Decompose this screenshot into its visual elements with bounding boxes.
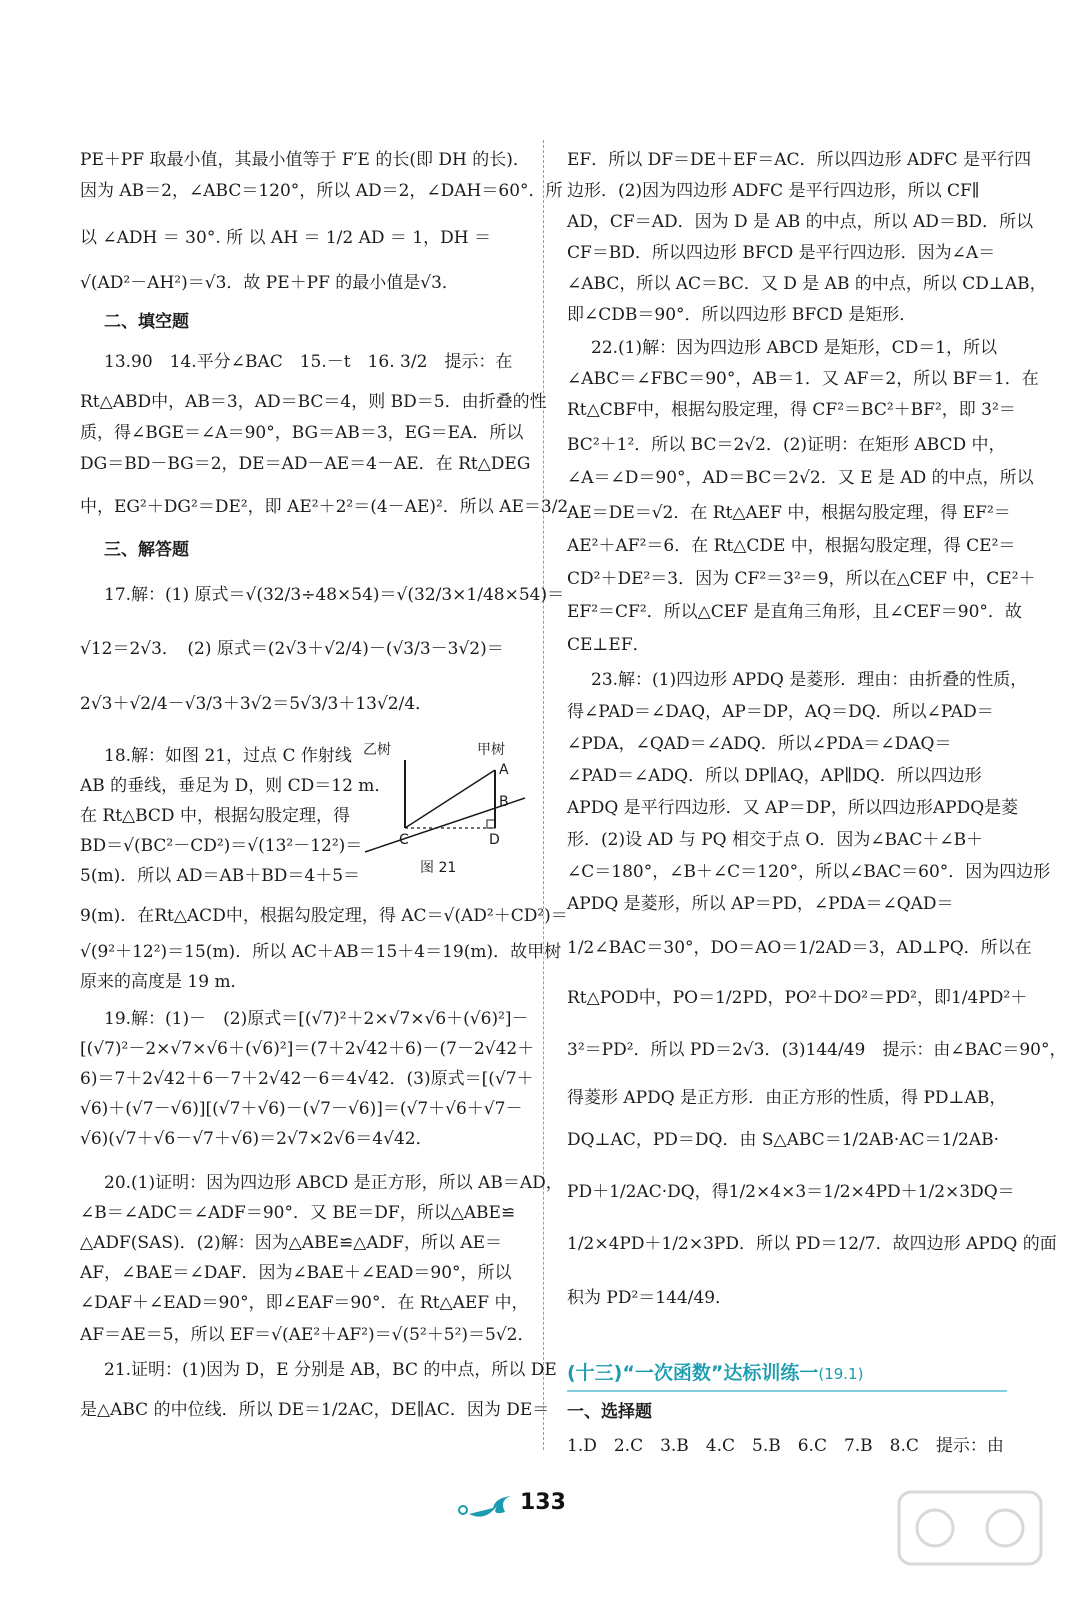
text-line: EF²＝CF²．所以△CEF 是直角三角形，且∠CEF＝90°．故 (567, 602, 1022, 622)
text-line: PD＋1/2AC·DQ，得1/2×4×3＝1/2×4PD＋1/2×3DQ＝ (567, 1182, 1015, 1202)
text-line: AE＝DE＝√2．在 Rt△AEF 中，根据勾股定理，得 EF²＝ (567, 503, 1011, 523)
text-line: EF．所以 DF＝DE＋EF＝AC．所以四边形 ADFC 是平行四 (567, 150, 1032, 170)
section-heading: 一、选择题 (567, 1402, 652, 1422)
text-line: 22.(1)解：因为四边形 ABCD 是矩形，CD＝1，所以 (591, 338, 998, 358)
text-line: 20.(1)证明：因为四边形 ABCD 是正方形，所以 AB＝AD， (104, 1173, 563, 1193)
text-line: ∠PDA，∠QAD＝∠ADQ．所以∠PDA＝∠DAQ＝ (567, 734, 952, 754)
text-line: ∠ABC＝∠FBC＝90°，AB＝1．又 AF＝2，所以 BF＝1．在 (567, 369, 1039, 389)
text-line: Rt△POD中，PO＝1/2PD，PO²＋DO²＝PD²，即1/4PD²＋ (567, 988, 1028, 1008)
text-line: √(9²＋12²)＝15(m)．所以 AC＋AB＝15＋4＝19(m)．故甲树 (80, 942, 562, 962)
text-line: 中，EG²＋DG²＝DE²，即 AE²＋2²＝(4－AE)²．所以 AE＝3/2． (80, 497, 586, 517)
text-line: BC²＋1²．所以 BC＝2√2．(2)证明：在矩形 ABCD 中， (567, 435, 1006, 455)
text-line: 形．(2)设 AD 与 PQ 相交于点 O．因为∠BAC＋∠B＋ (567, 830, 984, 850)
text-line: APDQ 是菱形，所以 AP＝PD，∠PDA＝∠QAD＝ (567, 894, 954, 914)
text-line: AD，CF＝AD．因为 D 是 AB 的中点，所以 AD＝BD．所以 (567, 212, 1034, 232)
text-line: 积为 PD²＝144/49． (567, 1288, 733, 1308)
segment-ca (405, 770, 495, 828)
text-line: 23.解：(1)四边形 APDQ 是菱形．理由：由折叠的性质， (591, 670, 1028, 690)
text-line: DG＝BD－BG＝2，DE＝AD－AE＝4－AE．在 Rt△DEG (80, 454, 531, 474)
text-line: PE＋PF 取最小值，其最小值等于 F′E 的长(即 DH 的长)． (80, 150, 530, 170)
point-d-label: D (489, 832, 500, 848)
text-line: ∠A＝∠D＝90°，AD＝BC＝2√2．又 E 是 AD 的中点，所以 (567, 468, 1034, 488)
text-line: 21.证明：(1)因为 D，E 分别是 AB，BC 的中点，所以 DE (104, 1360, 557, 1380)
text-line: CE⊥EF． (567, 635, 650, 655)
chapter-title: (十三)“一次函数”达标训练一 (567, 1362, 819, 1384)
tree-a-label: 甲树 (477, 742, 505, 758)
text-line: 2√3＋√2/4－√3/3＋3√2＝5√3/3＋13√2/4． (80, 694, 433, 714)
point-c-label: C (399, 832, 409, 848)
point-a-label: A (499, 762, 509, 778)
text-line: 18.解：如图 21，过点 C 作射线 (104, 746, 352, 766)
text-line: 是△ABC 的中位线．所以 DE＝1/2AC，DE∥AC．因为 DE＝ (80, 1400, 550, 1420)
text-line: 1.D 2.C 3.B 4.C 5.B 6.C 7.B 8.C 提示：由 (567, 1436, 1004, 1456)
text-line: ∠ABC，所以 AC＝BC．又 D 是 AB 的中点，所以 CD⊥AB， (567, 274, 1047, 294)
text-line: 6)＝7＋2√42＋6－7＋2√42－6＝4√42．(3)原式＝[(√7＋ (80, 1069, 534, 1089)
text-line: Rt△CBF中，根据勾股定理，得 CF²＝BC²＋BF²，即 3²＝ (567, 400, 1016, 420)
text-line: [(√7)²－2×√7×√6＋(√6)²]＝(7＋2√42＋6)－(7－2√42＋ (80, 1039, 535, 1059)
text-line: 3²＝PD²．所以 PD＝2√3．(3)144/49 提示：由∠BAC＝90°， (567, 1040, 1067, 1060)
text-line: √6)(√7＋√6－√7＋√6)＝2√7×2√6＝4√42． (80, 1129, 433, 1149)
section-heading: 三、解答题 (104, 540, 189, 560)
page-number: 133 (520, 1490, 566, 1515)
chapter-heading (567, 1358, 1007, 1388)
leaf-ornament-icon (455, 1492, 515, 1522)
text-line: AE²＋AF²＝6．在 Rt△CDE 中，根据勾股定理，得 CE²＝ (567, 536, 1016, 556)
text-line: √(AD²－AH²)＝√3．故 PE＋PF 的最小值是√3． (80, 273, 459, 293)
figure-21 (365, 740, 525, 880)
text-line: 因为 AB＝2，∠ABC＝120°，所以 AD＝2，∠DAH＝60°．所 (80, 181, 563, 201)
column-divider (543, 140, 544, 1450)
text-line: AF，∠BAE＝∠DAF．因为∠BAE＋∠EAD＝90°，所以 (80, 1263, 512, 1283)
text-line: ∠DAF＋∠EAD＝90°，即∠EAF＝90°．在 Rt△AEF 中， (80, 1293, 529, 1313)
text-line: 5(m)．所以 AD＝AB＋BD＝4＋5＝ (80, 866, 361, 886)
text-line: 质，得∠BGE＝∠A＝90°，BG＝AB＝3，EG＝EA．所以 (80, 423, 524, 443)
tree-b-label: 乙树 (363, 742, 391, 758)
text-line: 9(m)．在Rt△ACD中，根据勾股定理，得 AC＝√(AD²＋CD²)＝ (80, 906, 568, 926)
text-line: √6)＋(√7－√6)][(√7＋√6)－(√7－√6)]＝(√7＋√6＋√7－ (80, 1099, 523, 1119)
text-line: 边形．(2)因为四边形 ADFC 是平行四边形，所以 CF∥ (567, 181, 980, 201)
text-line: △ADF(SAS)．(2)解：因为△ABE≌△ADF，所以 AE＝ (80, 1233, 503, 1253)
text-line: 以 ∠ADH ＝ 30°. 所 以 AH ＝ 1/2 AD ＝ 1，DH ＝ (80, 228, 491, 248)
text-line: ∠C＝180°，∠B＋∠C＝120°，所以∠BAC＝60°．因为四边形 (567, 862, 1051, 882)
section-heading: 二、填空题 (104, 312, 189, 332)
point-b-label: B (499, 794, 509, 810)
text-line: BD＝√(BC²－CD²)＝√(13²－12²)＝ (80, 836, 363, 856)
text-line: 1/2×4PD＋1/2×3PD．所以 PD＝12/7．故四边形 APDQ 的面 (567, 1234, 1057, 1254)
text-line: CD²＋DE²＝3．因为 CF²＝3²＝9，所以在△CEF 中，CE²＋ (567, 569, 1036, 589)
chapter-underline (567, 1390, 1007, 1392)
text-line: 在 Rt△BCD 中，根据勾股定理，得 (80, 806, 350, 826)
chapter-subtitle: (19.1) (818, 1365, 864, 1383)
text-line: 得菱形 APDQ 是正方形．由正方形的性质，得 PD⊥AB， (567, 1088, 1007, 1108)
text-line: Rt△ABD中，AB＝3，AD＝BC＝4，则 BD＝5．由折叠的性 (80, 392, 547, 412)
text-line: ∠PAD＝∠ADQ．所以 DP∥AQ，AP∥DQ．所以四边形 (567, 766, 982, 786)
text-line: AB 的垂线，垂足为 D，则 CD＝12 m． (80, 776, 392, 796)
right-angle-mark (487, 820, 495, 828)
watermark-logo (895, 1488, 1045, 1568)
text-line: 13.90 14.平分∠BAC 15.－t 16. 3/2 提示：在 (104, 352, 513, 372)
figure-caption: 图 21 (420, 860, 457, 876)
text-line: DQ⊥AC，PD＝DQ．由 S△ABC＝1/2AB·AC＝1/2AB· (567, 1130, 1000, 1150)
text-line: 原来的高度是 19 m． (80, 972, 248, 992)
text-line: ∠B＝∠ADC＝∠ADF＝90°．又 BE＝DF，所以△ABE≌ (80, 1203, 516, 1223)
text-line: 即∠CDB＝90°．所以四边形 BFCD 是矩形． (567, 305, 917, 325)
text-line: 1/2∠BAC＝30°，DO＝AO＝1/2AD＝3，AD⊥PQ．所以在 (567, 938, 1032, 958)
text-line: APDQ 是平行四边形．又 AP＝DP，所以四边形APDQ是菱 (567, 798, 1019, 818)
text-line: CF＝BD．所以四边形 BFCD 是平行四边形．因为∠A＝ (567, 243, 996, 263)
text-line: 19.解：(1)－ (2)原式＝[(√7)²＋2×√7×√6＋(√6)²]－ (104, 1009, 529, 1029)
text-line: 17.解：(1) 原式＝√(32/3÷48×54)＝√(32/3×1/48×54)＝ (104, 585, 565, 605)
text-line: AF＝AE＝5，所以 EF＝√(AE²＋AF²)＝√(5²＋5²)＝5√2． (80, 1325, 535, 1345)
text-line: 得∠PAD＝∠DAQ，AP＝DP，AQ＝DQ．所以∠PAD＝ (567, 702, 994, 722)
text-line: √12＝2√3． (2) 原式＝(2√3＋√2/4)－(√3/3－3√2)＝ (80, 639, 504, 659)
